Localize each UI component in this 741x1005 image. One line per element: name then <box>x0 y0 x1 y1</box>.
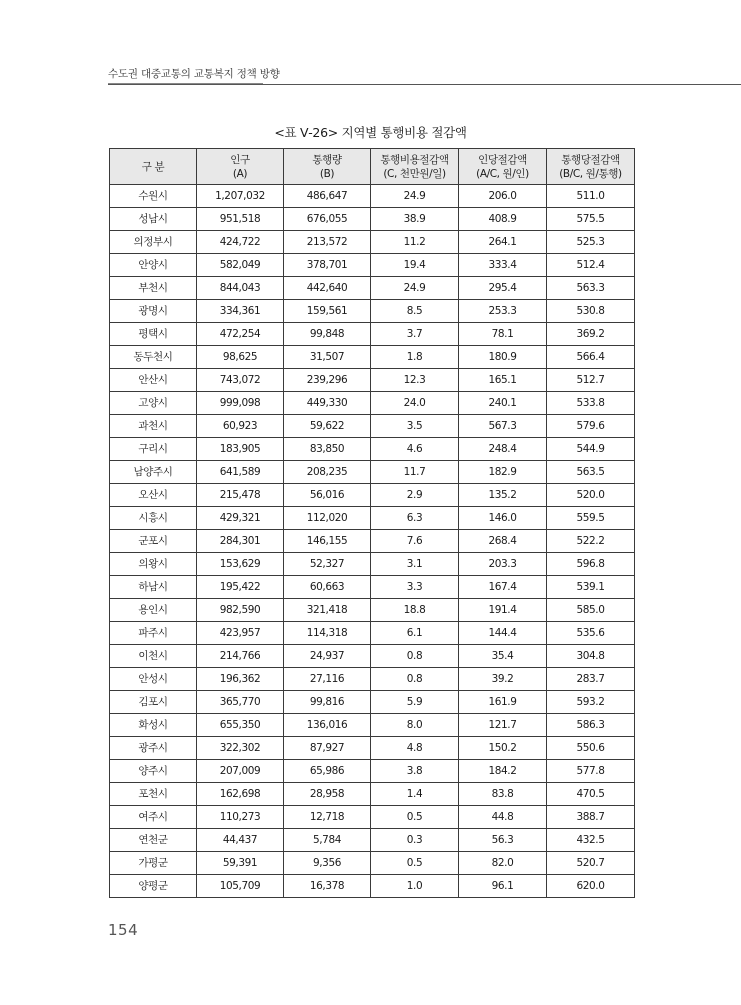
value-cell: 0.3 <box>371 829 459 852</box>
column-header-label: 통행비용절감액 <box>380 153 449 166</box>
value-cell: 5.9 <box>371 691 459 714</box>
value-cell: 4.8 <box>371 737 459 760</box>
table-row <box>110 415 635 438</box>
value-cell: 110,273 <box>197 806 284 829</box>
value-cell: 203.3 <box>459 553 547 576</box>
table-row <box>110 530 635 553</box>
value-cell: 951,518 <box>197 208 284 231</box>
value-cell: 8.0 <box>371 714 459 737</box>
value-cell: 6.1 <box>371 622 459 645</box>
table-row <box>110 484 635 507</box>
value-cell: 470.5 <box>547 783 635 806</box>
value-cell: 135.2 <box>459 484 547 507</box>
region-cell: 남양주시 <box>110 461 197 484</box>
value-cell: 264.1 <box>459 231 547 254</box>
value-cell: 182.9 <box>459 461 547 484</box>
value-cell: 321,418 <box>284 599 371 622</box>
value-cell: 424,722 <box>197 231 284 254</box>
region-cell: 과천시 <box>110 415 197 438</box>
region-cell: 부천시 <box>110 277 197 300</box>
value-cell: 283.7 <box>547 668 635 691</box>
region-cell: 군포시 <box>110 530 197 553</box>
value-cell: 114,318 <box>284 622 371 645</box>
region-cell: 의왕시 <box>110 553 197 576</box>
table-row <box>110 875 635 898</box>
value-cell: 18.8 <box>371 599 459 622</box>
column-header <box>284 149 371 185</box>
value-cell: 429,321 <box>197 507 284 530</box>
table-row <box>110 392 635 415</box>
value-cell: 39.2 <box>459 668 547 691</box>
value-cell: 65,986 <box>284 760 371 783</box>
region-cell: 구리시 <box>110 438 197 461</box>
region-cell: 안양시 <box>110 254 197 277</box>
table-row <box>110 576 635 599</box>
value-cell: 3.3 <box>371 576 459 599</box>
value-cell: 35.4 <box>459 645 547 668</box>
value-cell: 6.3 <box>371 507 459 530</box>
value-cell: 3.7 <box>371 323 459 346</box>
value-cell: 44,437 <box>197 829 284 852</box>
value-cell: 248.4 <box>459 438 547 461</box>
value-cell: 442,640 <box>284 277 371 300</box>
page-number: 154 <box>108 921 139 939</box>
value-cell: 99,848 <box>284 323 371 346</box>
table-row <box>110 277 635 300</box>
table-row <box>110 852 635 875</box>
value-cell: 378,701 <box>284 254 371 277</box>
value-cell: 486,647 <box>284 185 371 208</box>
region-cell: 안성시 <box>110 668 197 691</box>
value-cell: 144.4 <box>459 622 547 645</box>
value-cell: 525.3 <box>547 231 635 254</box>
value-cell: 24,937 <box>284 645 371 668</box>
value-cell: 82.0 <box>459 852 547 875</box>
value-cell: 56,016 <box>284 484 371 507</box>
column-header-unit: (A) <box>232 167 248 180</box>
table-row <box>110 231 635 254</box>
region-cell: 광주시 <box>110 737 197 760</box>
value-cell: 388.7 <box>547 806 635 829</box>
value-cell: 333.4 <box>459 254 547 277</box>
value-cell: 121.7 <box>459 714 547 737</box>
region-cell: 용인시 <box>110 599 197 622</box>
value-cell: 520.7 <box>547 852 635 875</box>
table-header <box>110 149 635 185</box>
table-row <box>110 760 635 783</box>
value-cell: 153,629 <box>197 553 284 576</box>
value-cell: 12.3 <box>371 369 459 392</box>
value-cell: 98,625 <box>197 346 284 369</box>
value-cell: 1,207,032 <box>197 185 284 208</box>
value-cell: 577.8 <box>547 760 635 783</box>
value-cell: 304.8 <box>547 645 635 668</box>
region-cell: 의정부시 <box>110 231 197 254</box>
value-cell: 593.2 <box>547 691 635 714</box>
value-cell: 87,927 <box>284 737 371 760</box>
column-header <box>197 149 284 185</box>
value-cell: 563.3 <box>547 277 635 300</box>
value-cell: 99,816 <box>284 691 371 714</box>
value-cell: 512.7 <box>547 369 635 392</box>
column-header-label: 구 분 <box>141 160 165 173</box>
table-row <box>110 300 635 323</box>
value-cell: 16,378 <box>284 875 371 898</box>
value-cell: 150.2 <box>459 737 547 760</box>
column-header <box>371 149 459 185</box>
value-cell: 24.0 <box>371 392 459 415</box>
region-cell: 고양시 <box>110 392 197 415</box>
value-cell: 0.5 <box>371 852 459 875</box>
value-cell: 207,009 <box>197 760 284 783</box>
value-cell: 550.6 <box>547 737 635 760</box>
value-cell: 206.0 <box>459 185 547 208</box>
column-header-label: 통행당절감액 <box>561 153 620 166</box>
value-cell: 59,622 <box>284 415 371 438</box>
value-cell: 520.0 <box>547 484 635 507</box>
value-cell: 567.3 <box>459 415 547 438</box>
column-header-unit: (A/C, 원/인) <box>476 167 529 180</box>
region-cell: 안산시 <box>110 369 197 392</box>
value-cell: 408.9 <box>459 208 547 231</box>
header-row <box>110 149 635 185</box>
table-row <box>110 622 635 645</box>
region-cell: 김포시 <box>110 691 197 714</box>
table-row <box>110 208 635 231</box>
value-cell: 530.8 <box>547 300 635 323</box>
table-body <box>110 185 635 898</box>
value-cell: 11.2 <box>371 231 459 254</box>
table-caption: <표 Ⅴ-26> 지역별 통행비용 절감액 <box>274 125 467 140</box>
value-cell: 0.5 <box>371 806 459 829</box>
value-cell: 559.5 <box>547 507 635 530</box>
value-cell: 295.4 <box>459 277 547 300</box>
value-cell: 191.4 <box>459 599 547 622</box>
column-header-unit: (B) <box>319 167 335 180</box>
value-cell: 28,958 <box>284 783 371 806</box>
table-row <box>110 599 635 622</box>
value-cell: 83,850 <box>284 438 371 461</box>
value-cell: 165.1 <box>459 369 547 392</box>
value-cell: 27,116 <box>284 668 371 691</box>
value-cell: 183,905 <box>197 438 284 461</box>
value-cell: 423,957 <box>197 622 284 645</box>
value-cell: 253.3 <box>459 300 547 323</box>
region-cell: 가평군 <box>110 852 197 875</box>
region-cell: 양평군 <box>110 875 197 898</box>
table-row <box>110 829 635 852</box>
value-cell: 96.1 <box>459 875 547 898</box>
value-cell: 575.5 <box>547 208 635 231</box>
region-cell: 평택시 <box>110 323 197 346</box>
value-cell: 566.4 <box>547 346 635 369</box>
value-cell: 60,923 <box>197 415 284 438</box>
running-header: 수도권 대중교통의 교통복지 정책 방향 <box>108 68 280 80</box>
table-row <box>110 553 635 576</box>
value-cell: 512.4 <box>547 254 635 277</box>
table-row <box>110 806 635 829</box>
value-cell: 105,709 <box>197 875 284 898</box>
value-cell: 369.2 <box>547 323 635 346</box>
value-cell: 19.4 <box>371 254 459 277</box>
value-cell: 56.3 <box>459 829 547 852</box>
value-cell: 161.9 <box>459 691 547 714</box>
value-cell: 112,020 <box>284 507 371 530</box>
value-cell: 3.5 <box>371 415 459 438</box>
table-row <box>110 369 635 392</box>
table-row <box>110 185 635 208</box>
region-cell: 수원시 <box>110 185 197 208</box>
value-cell: 1.0 <box>371 875 459 898</box>
value-cell: 522.2 <box>547 530 635 553</box>
table-row <box>110 691 635 714</box>
value-cell: 676,055 <box>284 208 371 231</box>
value-cell: 159,561 <box>284 300 371 323</box>
header-rule <box>108 84 741 85</box>
value-cell: 586.3 <box>547 714 635 737</box>
value-cell: 585.0 <box>547 599 635 622</box>
value-cell: 214,766 <box>197 645 284 668</box>
value-cell: 208,235 <box>284 461 371 484</box>
value-cell: 240.1 <box>459 392 547 415</box>
value-cell: 24.9 <box>371 185 459 208</box>
region-cell: 오산시 <box>110 484 197 507</box>
region-cell: 포천시 <box>110 783 197 806</box>
value-cell: 539.1 <box>547 576 635 599</box>
table-row <box>110 714 635 737</box>
table-row <box>110 668 635 691</box>
value-cell: 1.4 <box>371 783 459 806</box>
table-row <box>110 737 635 760</box>
value-cell: 60,663 <box>284 576 371 599</box>
value-cell: 4.6 <box>371 438 459 461</box>
value-cell: 511.0 <box>547 185 635 208</box>
value-cell: 2.9 <box>371 484 459 507</box>
value-cell: 579.6 <box>547 415 635 438</box>
value-cell: 533.8 <box>547 392 635 415</box>
value-cell: 11.7 <box>371 461 459 484</box>
value-cell: 365,770 <box>197 691 284 714</box>
value-cell: 180.9 <box>459 346 547 369</box>
value-cell: 38.9 <box>371 208 459 231</box>
table-row <box>110 461 635 484</box>
column-header-label: 인당절감액 <box>478 153 527 166</box>
value-cell: 620.0 <box>547 875 635 898</box>
table-row <box>110 346 635 369</box>
value-cell: 78.1 <box>459 323 547 346</box>
value-cell: 472,254 <box>197 323 284 346</box>
value-cell: 999,098 <box>197 392 284 415</box>
value-cell: 582,049 <box>197 254 284 277</box>
value-cell: 5,784 <box>284 829 371 852</box>
value-cell: 59,391 <box>197 852 284 875</box>
value-cell: 136,016 <box>284 714 371 737</box>
region-cell: 여주시 <box>110 806 197 829</box>
value-cell: 83.8 <box>459 783 547 806</box>
value-cell: 8.5 <box>371 300 459 323</box>
value-cell: 334,361 <box>197 300 284 323</box>
column-header-label: 통행량 <box>312 153 342 166</box>
value-cell: 52,327 <box>284 553 371 576</box>
value-cell: 24.9 <box>371 277 459 300</box>
value-cell: 162,698 <box>197 783 284 806</box>
value-cell: 213,572 <box>284 231 371 254</box>
region-cell: 양주시 <box>110 760 197 783</box>
region-cell: 동두천시 <box>110 346 197 369</box>
value-cell: 322,302 <box>197 737 284 760</box>
region-cell: 광명시 <box>110 300 197 323</box>
value-cell: 195,422 <box>197 576 284 599</box>
region-cell: 시흥시 <box>110 507 197 530</box>
value-cell: 432.5 <box>547 829 635 852</box>
value-cell: 196,362 <box>197 668 284 691</box>
table-row <box>110 783 635 806</box>
table-row <box>110 254 635 277</box>
value-cell: 9,356 <box>284 852 371 875</box>
value-cell: 12,718 <box>284 806 371 829</box>
region-cell: 파주시 <box>110 622 197 645</box>
table-row <box>110 438 635 461</box>
region-cell: 이천시 <box>110 645 197 668</box>
column-header-unit: (B/C, 원/통행) <box>559 167 622 180</box>
table-row <box>110 323 635 346</box>
value-cell: 3.1 <box>371 553 459 576</box>
column-header-unit: (C, 천만원/일) <box>383 167 446 180</box>
value-cell: 535.6 <box>547 622 635 645</box>
value-cell: 239,296 <box>284 369 371 392</box>
value-cell: 268.4 <box>459 530 547 553</box>
value-cell: 1.8 <box>371 346 459 369</box>
column-header-label: 인구 <box>230 153 250 166</box>
column-header <box>547 149 635 185</box>
cost-savings-table <box>109 148 635 898</box>
value-cell: 0.8 <box>371 645 459 668</box>
region-cell: 화성시 <box>110 714 197 737</box>
value-cell: 596.8 <box>547 553 635 576</box>
column-header <box>459 149 547 185</box>
value-cell: 3.8 <box>371 760 459 783</box>
value-cell: 146.0 <box>459 507 547 530</box>
region-cell: 연천군 <box>110 829 197 852</box>
value-cell: 982,590 <box>197 599 284 622</box>
value-cell: 641,589 <box>197 461 284 484</box>
value-cell: 544.9 <box>547 438 635 461</box>
region-cell: 성남시 <box>110 208 197 231</box>
region-cell: 하남시 <box>110 576 197 599</box>
value-cell: 0.8 <box>371 668 459 691</box>
value-cell: 284,301 <box>197 530 284 553</box>
value-cell: 844,043 <box>197 277 284 300</box>
value-cell: 563.5 <box>547 461 635 484</box>
value-cell: 743,072 <box>197 369 284 392</box>
table-row <box>110 645 635 668</box>
value-cell: 31,507 <box>284 346 371 369</box>
value-cell: 215,478 <box>197 484 284 507</box>
value-cell: 184.2 <box>459 760 547 783</box>
value-cell: 167.4 <box>459 576 547 599</box>
value-cell: 44.8 <box>459 806 547 829</box>
value-cell: 146,155 <box>284 530 371 553</box>
table-row <box>110 507 635 530</box>
value-cell: 655,350 <box>197 714 284 737</box>
value-cell: 7.6 <box>371 530 459 553</box>
column-header <box>110 149 197 185</box>
value-cell: 449,330 <box>284 392 371 415</box>
